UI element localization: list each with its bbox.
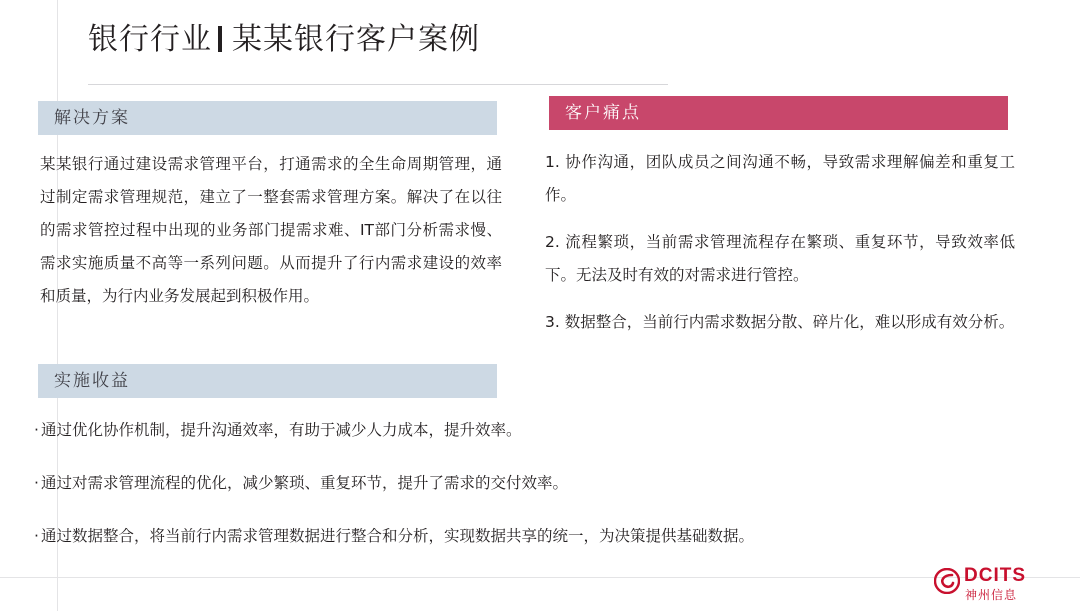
page-title: [88, 18, 480, 62]
benefit-item-text: 通过数据整合，将当前行内需求管理数据进行整合和分析，实现数据共享的统一，为决策提供基础数据。: [40, 527, 754, 545]
benefit-item-text: 通过优化协作机制，提升沟通效率，有助于减少人力成本，提升效率。: [40, 421, 522, 439]
page-title-main: 银行行业: [88, 22, 212, 57]
benefit-item: [34, 520, 1034, 553]
benefit-heading: 实施收益: [38, 364, 497, 398]
solution-heading: 解决方案: [38, 101, 497, 135]
title-underline: [88, 84, 668, 85]
page-title-sub: 某某银行客户案例: [232, 22, 480, 57]
benefit-item-text: 通过对需求管理流程的优化，减少繁琐、重复环节，提升了需求的交付效率。: [40, 474, 568, 492]
logo-subtitle: 神州信息: [965, 588, 1018, 602]
logo-wordmark: DCITS: [964, 565, 1026, 586]
benefit-item: [34, 414, 1034, 447]
bullet-dot: ·: [34, 421, 39, 439]
pain-heading: 客户痛点: [549, 96, 1008, 130]
logo-swirl-icon: [934, 568, 960, 594]
brand-logo: [934, 565, 1054, 603]
pain-item: 1. 协作沟通，团队成员之间沟通不畅，导致需求理解偏差和重复工作。: [545, 153, 1015, 204]
bullet-dot: ·: [34, 474, 39, 492]
solution-body: 某某银行通过建设需求管理平台，打通需求的全生命周期管理，通过制定需求管理规范，建立了一整套需求管理方案。解决了在以往的需求管控过程中出现的业务部门提需求难、IT部门分析需求慢、需求实施质量不高等一系列问题。从而提升了行内需求建设的效率和质量，为行内业务发展起到积极作用。: [40, 155, 502, 305]
title-separator-bar: [218, 26, 222, 52]
footer-divider: [0, 577, 1080, 578]
pain-item: 3. 数据整合，当前行内需求数据分散、碎片化，难以形成有效分析。: [545, 313, 1015, 331]
pain-item: 2. 流程繁琐，当前需求管理流程存在繁琐、重复环节，导致效率低下。无法及时有效的对需求进行管控。: [545, 233, 1015, 284]
benefit-body: [34, 414, 1034, 573]
pain-body: [545, 146, 1015, 353]
benefit-item: [34, 467, 1034, 500]
bullet-dot: ·: [34, 527, 39, 545]
